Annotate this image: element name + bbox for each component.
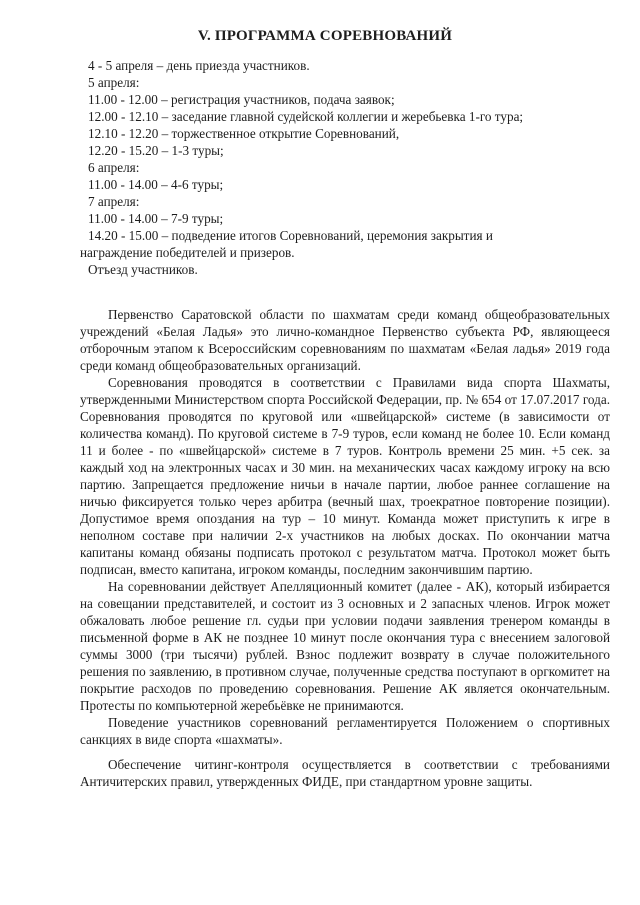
paragraph-conduct: Поведение участников соревнований регламентируется Положением о спортивных санкциях в виде спорта «шахматы». <box>80 715 610 747</box>
schedule-line: 12.00 - 12.10 – заседание главной судейской коллегии и жеребьевка 1-го тура; <box>88 109 524 124</box>
schedule-line: 11.00 - 14.00 – 7-9 туры; <box>88 211 224 226</box>
schedule-line: 6 апреля: <box>88 160 140 175</box>
paragraph-championship: Первенство Саратовской области по шахматам среди команд общеобразовательных учреждений «Белая Ладья» это лично-командное Первенство субъекта РФ, являющееся отборочным этапом к Всероссийским соревнованиям по шахматам «Белая ладья» 2019 года среди команд общеобразовательных организаций. <box>80 307 610 373</box>
schedule-line: 4 - 5 апреля – день приезда участников. <box>88 58 310 73</box>
schedule-list <box>80 57 610 278</box>
paragraph-anticheating: Обеспечение читинг-контроля осуществляется в соответствии с требованиями Античитерских правил, утвержденных ФИДЕ, при стандартном уровне защиты. <box>80 757 610 789</box>
schedule-line: 14.20 - 15.00 – подведение итогов Соревнований, церемония закрытия и <box>88 228 493 243</box>
section-title: V. ПРОГРАММА СОРЕВНОВАНИЙ <box>197 28 453 44</box>
schedule-line: 5 апреля: <box>88 75 140 90</box>
schedule-line: 12.10 - 12.20 – торжественное открытие Соревнований, <box>88 126 400 141</box>
schedule-line: 11.00 - 12.00 – регистрация участников, подача заявок; <box>88 92 395 107</box>
paragraph-appeals: На соревновании действует Апелляционный комитет (далее - АК), который избирается на совещании представителей, и состоит из 3 основных и 2 запасных членов. Игрок может обжаловать любое решение гл. судьи при условии подачи заявления тренером команды в письменной форме в АК не позднее 10 минут после окончания тура с внесением залоговой суммы 3000 (три тысячи) рублей. Взнос подлежит возврату в случае положительного решения по заявлению, в противном случае, полученные средства поступают в оргкомитет на покрытие расходов по проведению соревнования. Решение АК является окончательным. Протесты по компьютерной жеребьёвке не принимаются. <box>80 579 610 713</box>
schedule-line: награждение победителей и призеров. <box>80 245 295 260</box>
schedule-line: 7 апреля: <box>88 194 140 209</box>
schedule-line: Отъезд участников. <box>88 262 198 277</box>
schedule-line: 12.20 - 15.20 – 1-3 туры; <box>88 143 224 158</box>
paragraph-rules: Соревнования проводятся в соответствии с Правилами вида спорта Шахматы, утвержденными Министерством спорта Российской Федерации, пр. № 654 от 17.07.2017 года. Соревнования проводятся по круговой или «швейцарской» системе (в зависимости от количества команд). По круговой системе в 7-9 туров, если команд не более 10. Если команд 11 и более - по «швейцарской» системе в 7 туров. Контроль времени 25 мин. +5 сек. за каждый ход на электронных часах и 30 мин. на механических часах каждому игроку на всю партию. Запрещается предложение ничьи в начале партии, любое раннее соглашение на ничью фиксируется только через арбитра (вечный шах, троекратное повторение позиции). Допустимое время опоздания на тур – 10 минут. Команда может приступить к игре в неполном составе при наличии 2-х участников на любых досках. По окончании матча капитаны команд обязаны подписать протокол с результатом матча. Протокол может быть подписан, вместо капитана, игроком команды, последним закончившим партию. <box>80 375 610 577</box>
schedule-line: 11.00 - 14.00 – 4-6 туры; <box>88 177 224 192</box>
